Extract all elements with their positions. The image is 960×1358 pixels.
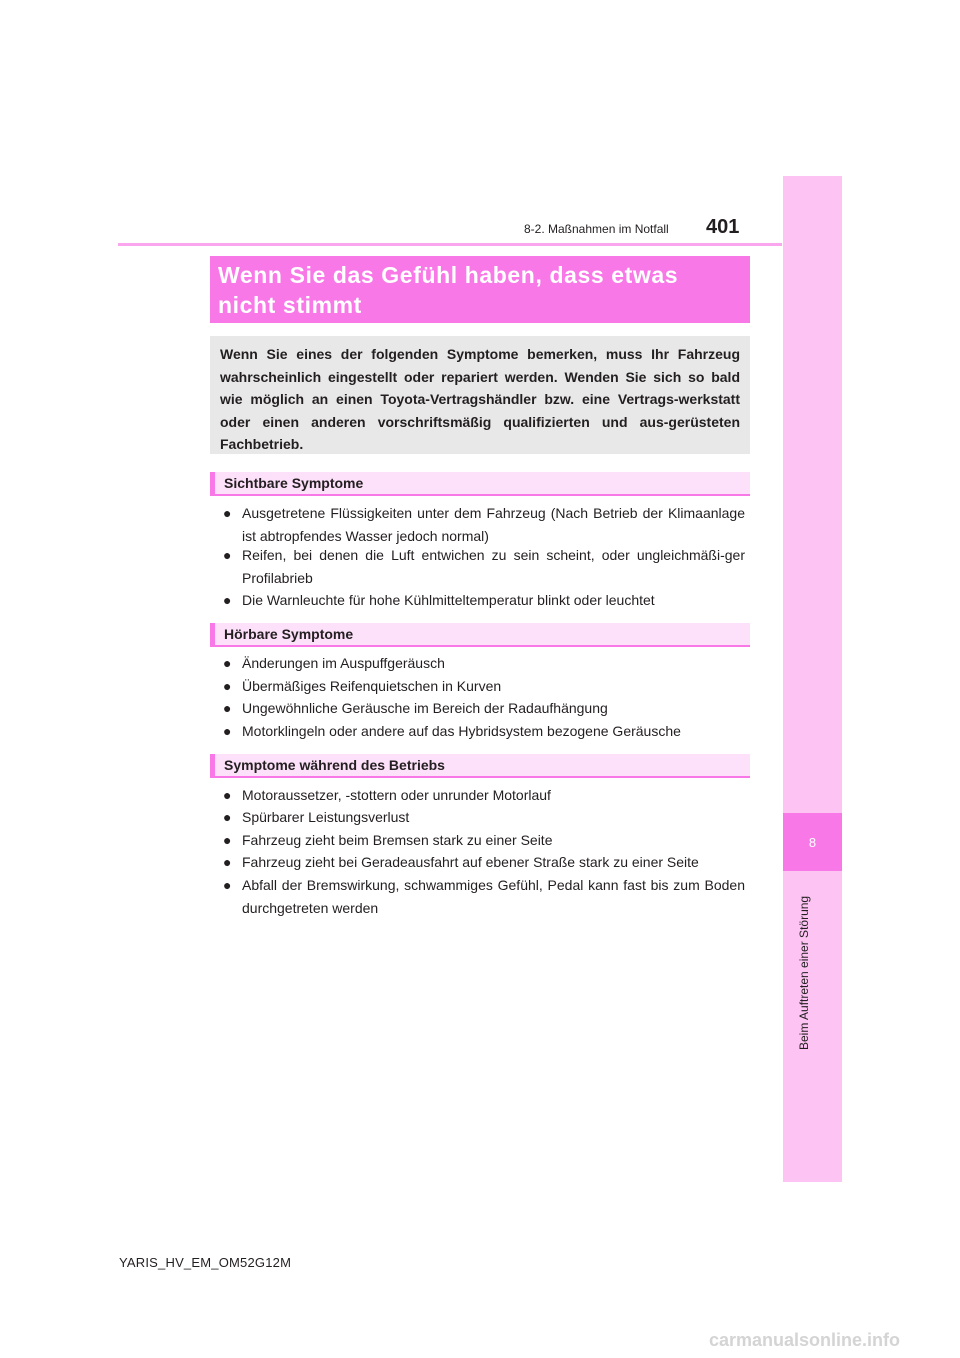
list-item-text: Ungewöhnliche Geräusche im Bereich der Radaufhängung	[242, 700, 608, 716]
bullet-icon: ●	[223, 832, 232, 848]
list-item	[223, 806, 745, 829]
list-item-text: Ausgetretene Flüssigkeiten unter dem Fahrzeug (Nach Betrieb der Klimaanlage ist abtropfendes Wasser jedoch normal)	[242, 505, 745, 544]
list-item-text: Fahrzeug zieht bei Geradeausfahrt auf ebener Straße stark zu einer Seite	[242, 854, 699, 870]
bullet-icon: ●	[223, 877, 232, 893]
list-item-text: Motoraussetzer, -stottern oder unrunder Motorlauf	[242, 787, 551, 803]
bullet-icon: ●	[223, 854, 232, 870]
list-item-text: Reifen, bei denen die Luft entwichen zu sein scheint, oder ungleichmäßi-ger Profilabrieb	[242, 547, 745, 586]
list-item	[223, 589, 745, 612]
bullet-icon: ●	[223, 678, 232, 694]
list-item-text: Motorklingeln oder andere auf das Hybridsystem bezogene Geräusche	[242, 723, 681, 739]
bullet-icon: ●	[223, 505, 232, 521]
list-item-text: Fahrzeug zieht beim Bremsen stark zu einer Seite	[242, 832, 553, 848]
chapter-title-vertical	[797, 880, 817, 1050]
page-number: 401	[706, 216, 740, 238]
header-rule	[118, 243, 782, 246]
list-item	[223, 829, 745, 852]
subheading-operational-symptoms: Symptome während des Betriebs	[210, 754, 750, 778]
list-item	[223, 544, 745, 589]
list-item-text: Übermäßiges Reifenquietschen in Kurven	[242, 678, 502, 694]
chapter-number: 8	[808, 834, 817, 850]
list-item-text: Spürbarer Leistungsverlust	[242, 809, 410, 825]
subheading-visible-symptoms: Sichtbare Symptome	[210, 472, 750, 496]
bullet-icon: ●	[223, 787, 232, 803]
list-item-text: Änderungen im Auspuffgeräusch	[242, 655, 445, 671]
list-item	[223, 874, 745, 919]
list-item-text: Die Warnleuchte für hohe Kühlmitteltemperatur blinkt oder leuchtet	[242, 592, 655, 608]
list-item-text: Abfall der Bremswirkung, schwammiges Gefühl, Pedal kann fast bis zum Boden durchgetreten werden	[242, 877, 745, 916]
chapter-title: Beim Auftreten einer Störung	[797, 895, 811, 1050]
list-item	[223, 720, 745, 743]
list-item	[223, 675, 745, 698]
page-title: Wenn Sie das Gefühl haben, dass etwas nicht stimmt	[210, 256, 750, 323]
section-reference: 8-2. Maßnahmen im Notfall	[524, 222, 669, 236]
watermark: carmanualsonline.info	[709, 1330, 901, 1350]
bullet-icon: ●	[223, 592, 232, 608]
list-item	[223, 652, 745, 675]
intro-box: Wenn Sie eines der folgenden Symptome bemerken, muss Ihr Fahrzeug wahrscheinlich eingestellt oder repariert werden. Wenden Sie sich so bald wie möglich an einen Toyota-Vertragshändler bzw. eine Vertrags-werkstatt oder einen anderen vorschriftsmäßig qualifizierten und aus-gerüsteten Fachbetrieb.	[210, 336, 750, 454]
list-item	[223, 851, 745, 874]
bullet-icon: ●	[223, 723, 232, 739]
bullet-icon: ●	[223, 809, 232, 825]
list-item	[223, 784, 745, 807]
bullet-icon: ●	[223, 700, 232, 716]
list-item	[223, 502, 745, 547]
bullet-icon: ●	[223, 655, 232, 671]
document-code: YARIS_HV_EM_OM52G12M	[119, 1255, 292, 1270]
list-item	[223, 697, 745, 720]
chapter-number-box	[783, 813, 842, 871]
bullet-icon: ●	[223, 547, 232, 563]
subheading-audible-symptoms: Hörbare Symptome	[210, 623, 750, 647]
